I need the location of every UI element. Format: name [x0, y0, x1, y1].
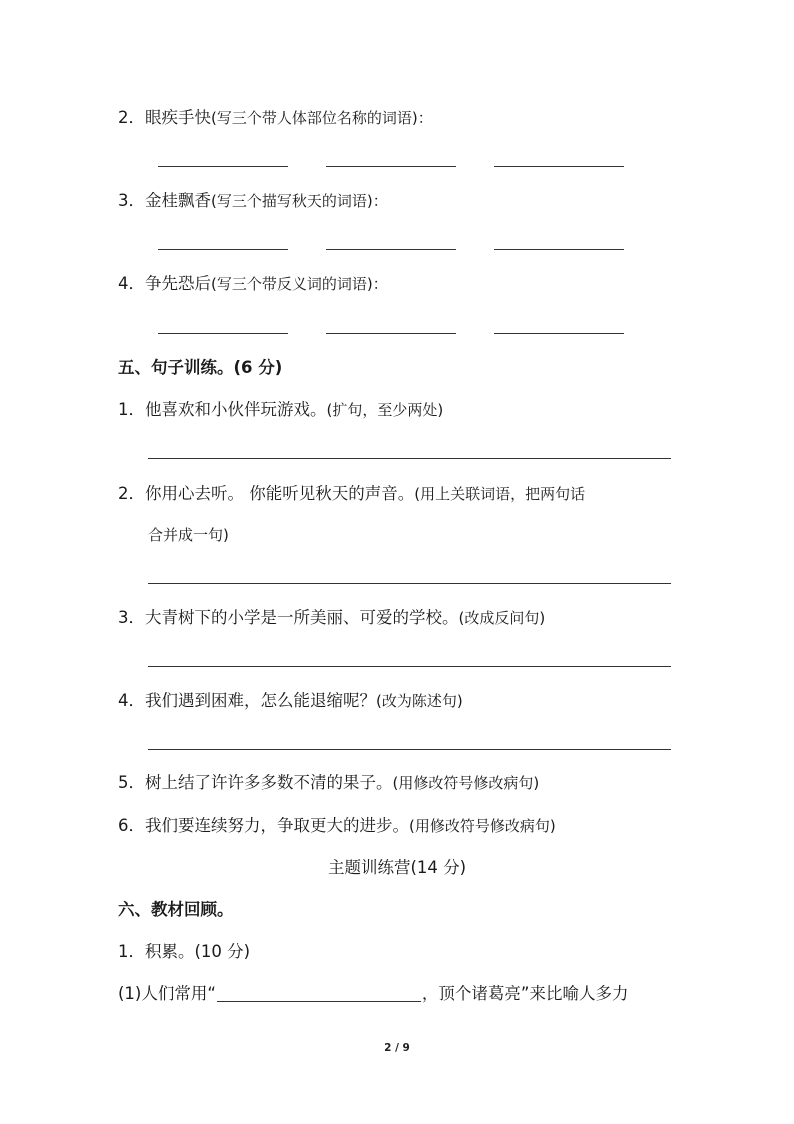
answer-blank[interactable]: [494, 333, 624, 334]
sentence-question-2-continued: 合并成一句): [148, 526, 229, 544]
answer-blank[interactable]: [158, 166, 288, 167]
sentence-question-3: 3．大青树下的小学是一所美丽、可爱的学校。(改成反问句): [118, 608, 546, 627]
word-question-2: 2．眼疾手快(写三个带人体部位名称的词语)：: [118, 108, 433, 127]
answer-blank[interactable]: [494, 166, 624, 167]
section-heading: 五、句子训练。(6 分): [118, 358, 283, 377]
word-question-4: 4．争先恐后(写三个带反义词的词语)：: [118, 274, 388, 293]
sentence-question-5: 5．树上结了许许多多数不清的果子。(用修改符号修改病句): [118, 773, 540, 792]
subsection-title: 1．积累。(10 分): [118, 942, 251, 961]
sentence-question-6: 6．我们要连续努力，争取更大的进步。(用修改符号修改病句): [118, 816, 556, 835]
fill-question-1: (1)人们常用“ ，顶个诸葛亮”来比喻人多力: [118, 984, 629, 1003]
answer-blank[interactable]: [326, 333, 456, 334]
answer-line[interactable]: [148, 458, 671, 459]
answer-line[interactable]: [148, 749, 671, 750]
word-question-3: 3．金桂飘香(写三个描写秋天的词语)：: [118, 191, 388, 210]
answer-line[interactable]: [148, 666, 671, 667]
answer-blank[interactable]: [158, 333, 288, 334]
sentence-question-2: 2．你用心去听。 你能听见秋天的声音。(用上关联词语，把两句话: [118, 484, 586, 503]
section-heading: 六、教材回顾。: [118, 900, 234, 919]
answer-blank[interactable]: [326, 166, 456, 167]
page-number: 2 / 9: [384, 1042, 410, 1054]
sentence-question-1: 1．他喜欢和小伙伴玩游戏。(扩句，至少两处): [118, 400, 444, 419]
theme-title: 主题训练营(14 分): [327, 858, 467, 877]
answer-blank[interactable]: [217, 983, 421, 1002]
answer-blank[interactable]: [326, 249, 456, 250]
sentence-question-4: 4．我们遇到困难，怎么能退缩呢？(改为陈述句): [118, 691, 463, 710]
answer-blank[interactable]: [494, 249, 624, 250]
answer-line[interactable]: [148, 583, 671, 584]
answer-blank[interactable]: [158, 249, 288, 250]
